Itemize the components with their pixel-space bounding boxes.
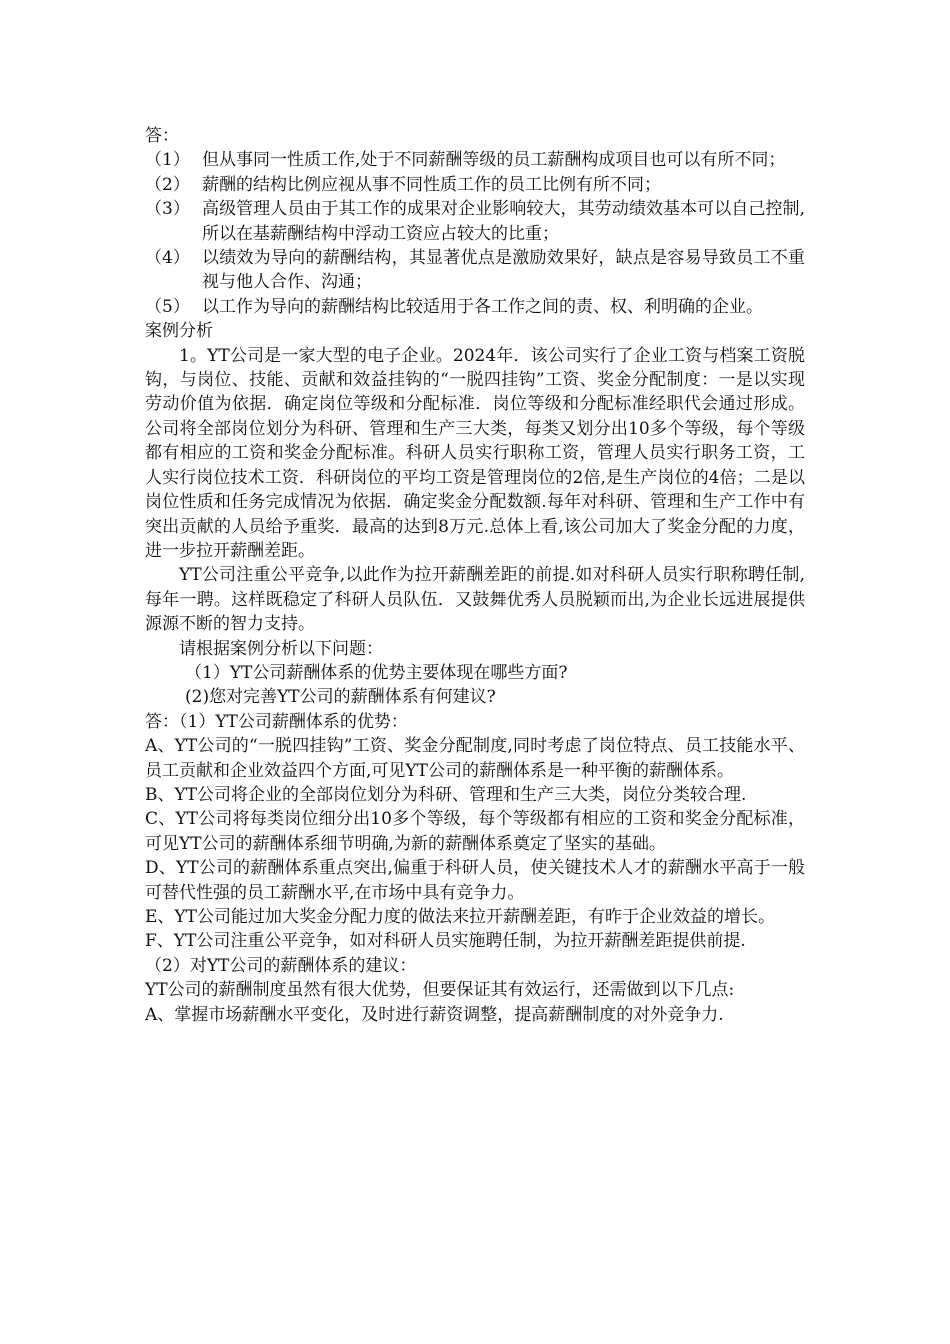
answer-item <box>145 197 805 246</box>
answer-number: （3） <box>145 199 190 220</box>
answer-number: （5） <box>145 296 190 317</box>
question-item: (2)您对完善YT公司的薪酬体系有何建议? <box>185 687 496 708</box>
answer-label: 答： <box>145 126 179 146</box>
case-paragraph: YT公司注重公平竞争,以此作为拉开薪酬差距的前提.如对科研人员实行职称聘任制,每年一聘。这样既稳定了科研人员队伍．又鼓舞优秀人员脱颖而出,为企业长远进展提供源源不断的智力支持。 <box>145 565 805 635</box>
case-title: 案例分析 <box>145 321 213 342</box>
answer-item <box>145 148 805 172</box>
document-body <box>145 124 805 1027</box>
answer-item <box>145 173 805 197</box>
answer-number: （1） <box>145 150 190 171</box>
answer-number: （2） <box>145 174 190 195</box>
advantage-item: F、YT公司注重公平竞争，如对科研人员实施聘任制，为拉开薪酬差距提供前提. <box>145 931 746 952</box>
answer-item <box>145 246 805 295</box>
advantage-item: D、YT公司的薪酬体系重点突出,偏重于科研人员，使关键技术人才的薪酬水平高于一般可替代性强的员工薪酬水平,在市场中具有竞争力。 <box>145 858 805 903</box>
question-item: （1）YT公司薪酬体系的优势主要体现在哪些方面? <box>185 662 568 683</box>
advantage-item: E、YT公司能过加大奖金分配力度的做法来拉开薪酬差距，有昨于企业效益的增长。 <box>145 907 775 927</box>
answer-text: 薪酬的结构比例应视从事不同性质工作的员工比例有所不同； <box>202 174 661 195</box>
answer-item <box>145 295 805 319</box>
suggestion-item: A、掌握市场薪酬水平变化，及时进行薪资调整，提高薪酬制度的对外竞争力. <box>145 1004 724 1025</box>
answer-heading: 答：（1）YT公司薪酬体系的优势： <box>145 711 408 732</box>
suggestion-intro: YT公司的薪酬制度虽然有很大优势，但要保证其有效运行，还需做到以下几点: <box>145 980 735 1001</box>
answer-text: 以绩效为导向的薪酬结构，其显著优点是激励效果好，缺点是容易导致员工不重视与他人合作、沟通； <box>202 248 805 293</box>
question-intro: 请根据案例分析以下问题： <box>179 638 383 659</box>
advantage-item: B、YT公司将企业的全部岗位划分为科研、管理和生产三大类，岗位分类较合理. <box>145 784 747 805</box>
answer-text: 高级管理人员由于其工作的成果对企业影响较大，其劳动绩效基本可以自己控制,所以在基薪酬结构中浮动工资应占较大的比重； <box>202 199 805 244</box>
advantage-item: A、YT公司的“一脱四挂钩”工资、奖金分配制度,同时考虑了岗位特点、员工技能水平、员工贡献和企业效益四个方面,可见YT公司的薪酬体系是一种平衡的薪酬体系。 <box>145 736 805 781</box>
advantage-item: C、YT公司将每类岗位细分出10多个等级，每个等级都有相应的工资和奖金分配标准，可见YT公司的薪酬体系细节明确,为新的薪酬体系奠定了坚实的基础。 <box>145 809 805 854</box>
answer-text: 但从事同一性质工作,处于不同薪酬等级的员工薪酬构成项目也可以有所不同； <box>202 150 786 171</box>
answer-text: 以工作为导向的薪酬结构比较适用于各工作之间的责、权、利明确的企业。 <box>202 296 763 317</box>
answer-number: （4） <box>145 248 190 269</box>
case-paragraph: 1。YT公司是一家大型的电子企业。2024年．该公司实行了企业工资与档案工资脱钩，与岗位、技能、贡献和效益挂钩的“一脱四挂钩”工资、奖金分配制度：一是以实现劳动价值为依据．确定岗位等级和分配标准．岗位等级和分配标准经职代会通过形成。公司将全部岗位划分为科研、管理和生产三大类，每类又划分出10多个等级，每个等级都有相应的工资和奖金分配标准。科研人员实行职称工资，管理人员实行职务工资，工人实行岗位技术工资．科研岗位的平均工资是管理岗位的2倍,是生产岗位的4倍；二是以岗位性质和任务完成情况为依据．确定奖金分配数额.每年对科研、管理和生产工作中有突出贡献的人员给予重奖．最高的达到8万元.总体上看,该公司加大了奖金分配的力度，进一步拉开薪酬差距。 <box>145 345 805 561</box>
suggestion-heading: （2）对YT公司的薪酬体系的建议： <box>145 955 417 976</box>
answer-list <box>145 148 805 319</box>
